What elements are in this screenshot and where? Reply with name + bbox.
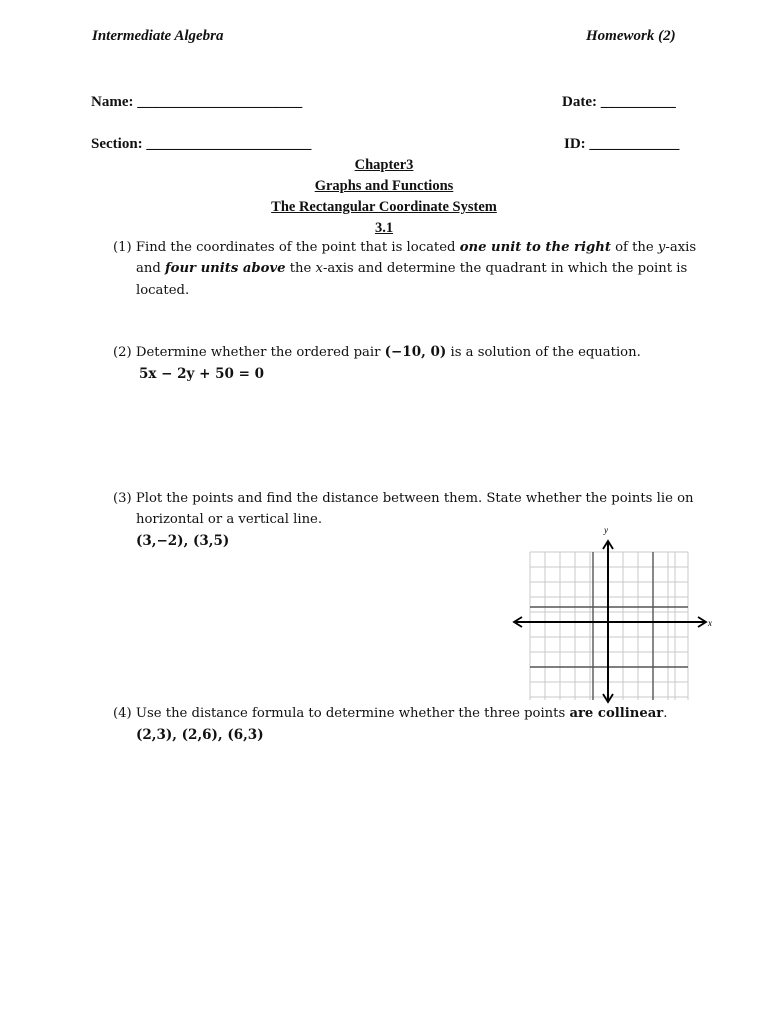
question-3-number: (3) bbox=[113, 491, 132, 506]
section-title: The Rectangular Coordinate System bbox=[271, 199, 497, 215]
question-3-text-a: Plot the points and find the distance between them. State whether the points lie on bbox=[135, 491, 694, 506]
question-3-line-2: horizontal or a vertical line. bbox=[136, 512, 323, 527]
chapter-title: Chapter3 bbox=[354, 157, 414, 173]
question-4-number: (4) bbox=[113, 706, 132, 721]
question-2-number: (2) bbox=[113, 345, 132, 360]
question-1-line-2 bbox=[136, 261, 687, 276]
date-field: Date: __________ bbox=[562, 94, 676, 110]
name-field: Name: ______________________ bbox=[91, 94, 303, 110]
question-4-line-1 bbox=[113, 706, 667, 721]
question-2-text-a: Determine whether the ordered pair bbox=[135, 345, 385, 360]
course-title: Intermediate Algebra bbox=[92, 28, 224, 44]
question-3-line-1 bbox=[113, 491, 694, 506]
question-4-text-a: Use the distance formula to determine whether the three points bbox=[135, 706, 570, 721]
question-2-line-1 bbox=[113, 344, 641, 360]
coordinate-grid bbox=[508, 522, 720, 704]
question-1-text-b: of the bbox=[610, 240, 658, 255]
question-2-text-b: is a solution of the equation. bbox=[446, 345, 641, 360]
question-4-points: (2,3), (2,6), (6,3) bbox=[136, 727, 264, 743]
section-number: 3.1 bbox=[374, 220, 394, 236]
question-1-text-f: -axis and determine the quadrant in which the point is bbox=[322, 261, 688, 276]
question-1-number: (1) bbox=[113, 240, 132, 255]
section-field: Section: ______________________ bbox=[91, 136, 312, 152]
question-1-text-e: the bbox=[285, 261, 316, 276]
question-1-text-a: Find the coordinates of the point that is located bbox=[135, 240, 460, 255]
question-1-x-var: x bbox=[315, 261, 323, 276]
question-1-emphasis-a: one unit to the right bbox=[459, 240, 611, 255]
question-1-text-c: -axis bbox=[665, 240, 697, 255]
question-4-emphasis: are collinear bbox=[569, 706, 664, 721]
id-field: ID: ____________ bbox=[564, 136, 680, 152]
y-axis-label: y bbox=[604, 525, 608, 535]
question-1-line-3: located. bbox=[136, 283, 190, 298]
question-4-period: . bbox=[663, 706, 668, 721]
question-3-points: (3,−2), (3,5) bbox=[136, 533, 230, 549]
question-2-pair: (−10, 0) bbox=[384, 344, 447, 360]
question-1-line-1 bbox=[113, 240, 696, 255]
topic-title: Graphs and Functions bbox=[314, 178, 454, 194]
question-1-y-var: y bbox=[657, 240, 666, 255]
question-2-equation: 5x − 2y + 50 = 0 bbox=[139, 366, 264, 382]
question-1-text-d: and bbox=[136, 261, 165, 276]
assignment-title: Homework (2) bbox=[586, 28, 676, 44]
question-1-emphasis-b: four units above bbox=[165, 261, 286, 276]
x-axis-label: x bbox=[708, 618, 712, 628]
